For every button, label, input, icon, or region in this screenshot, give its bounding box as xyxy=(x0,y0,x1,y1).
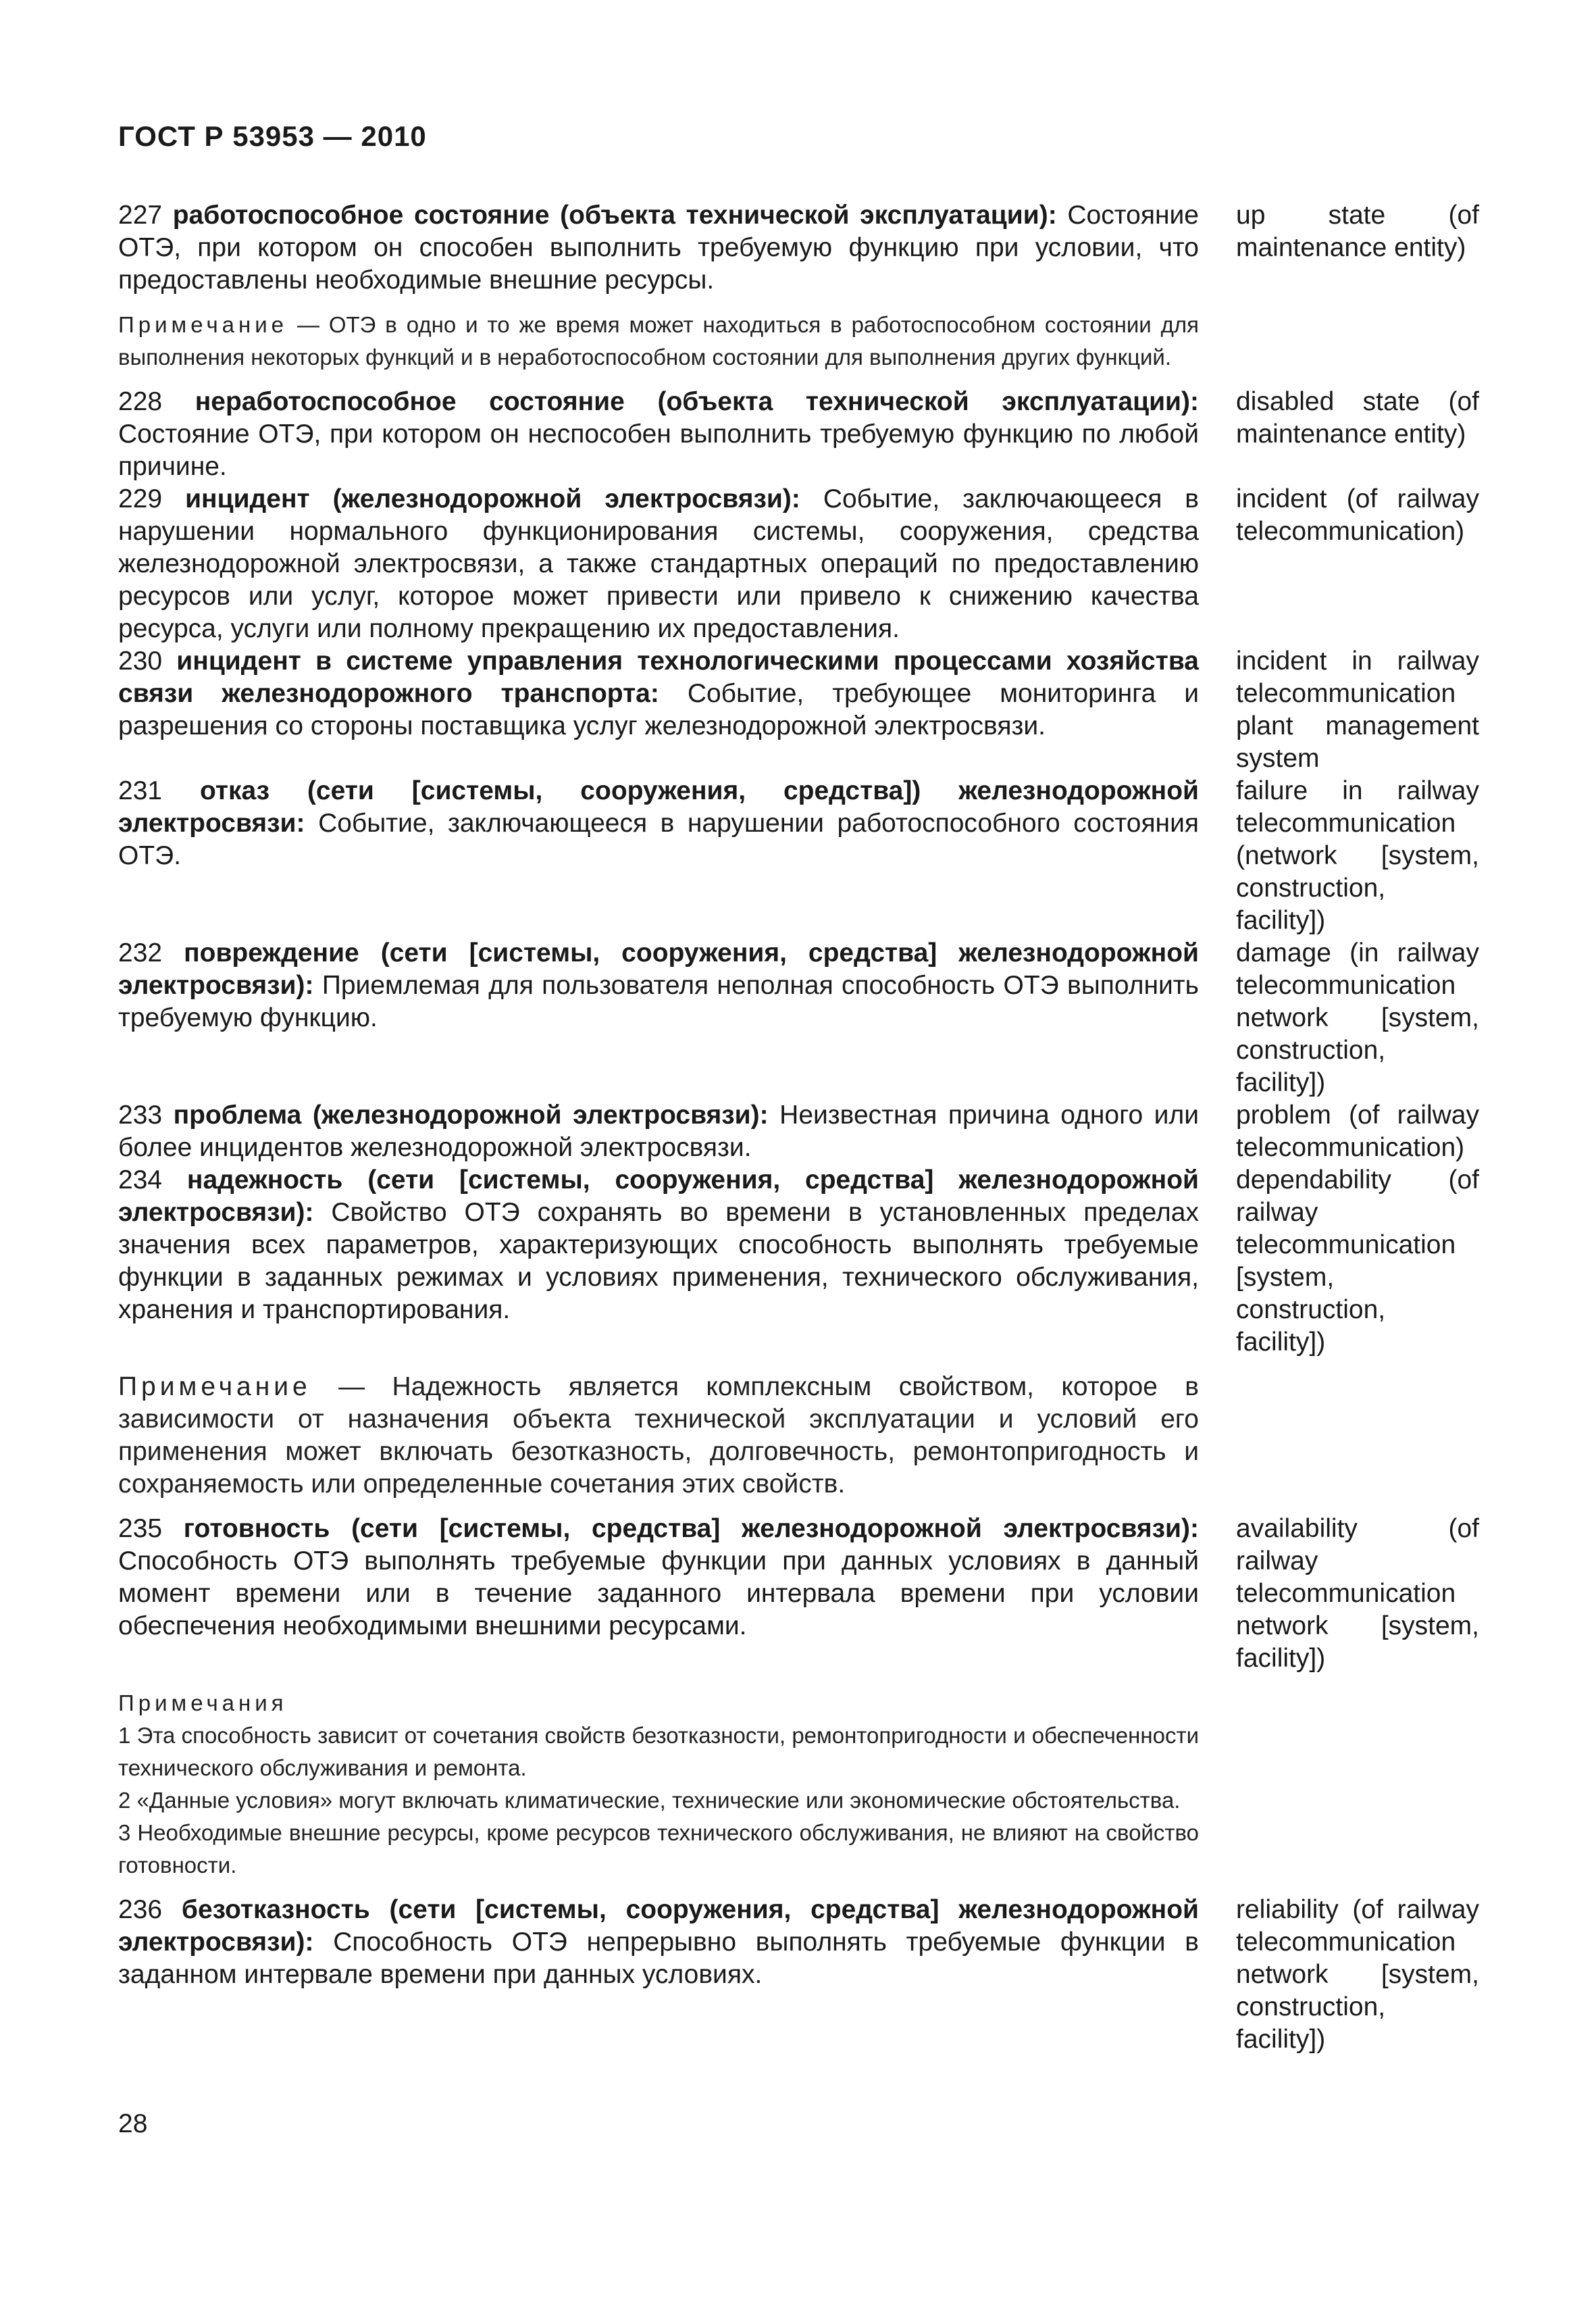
note-227 xyxy=(118,309,1199,374)
term-number: 232 xyxy=(118,938,163,967)
term-number: 227 xyxy=(118,201,163,230)
definition-ru xyxy=(118,199,1199,297)
term-english: incident (of railway telecommunication) xyxy=(1236,484,1479,546)
term-definition: Способность ОТЭ выполнять требуемые функции при данных условиях в данный момент времени или в течение заданного интервала времени при условии обеспечения необходимыми внешними ресурсами. xyxy=(118,1546,1199,1640)
definition-ru xyxy=(118,1164,1199,1326)
definition-ru xyxy=(118,937,1199,1034)
term-english: incident in railway telecommunication plant management system xyxy=(1236,647,1479,773)
term-definition: Событие, требующее мониторинга и разрешения со стороны поставщика услуг железнодорожной электросвязи. xyxy=(118,679,1199,740)
notes-label: Примечания xyxy=(118,1690,288,1715)
definition-ru xyxy=(118,483,1199,645)
glossary-content xyxy=(118,199,1479,2056)
definition-ru xyxy=(118,1894,1199,1991)
term-definition: Событие, заключающееся в нарушении работоспособного состояния ОТЭ. xyxy=(118,809,1199,870)
definition-ru xyxy=(118,1513,1199,1642)
term-entry-230 xyxy=(118,645,1479,775)
note-item: 1 Эта способность зависит от сочетания свойств безотказности, ремонтопригодности и обеспеченности технического обслуживания и ремонта. xyxy=(118,1723,1199,1780)
term-english: problem (of railway telecommunication) xyxy=(1236,1101,1479,1162)
term-number: 230 xyxy=(118,647,163,676)
term-english: reliability (of railway telecommunication network [system, construction, facility]) xyxy=(1236,1895,1479,2054)
term-entry-235 xyxy=(118,1513,1479,1675)
term-number: 233 xyxy=(118,1101,163,1130)
term-number: 234 xyxy=(118,1165,163,1194)
term-english: failure in railway telecommunication (network [system, construction, facility]) xyxy=(1236,776,1479,935)
term-definition: Свойство ОТЭ сохранять во времени в установленных пределах значения всех параметров, характеризующих способность выполнять требуемые функции в заданных режимах и условиях применения, технического обслуживания, хранения и транспортирования. xyxy=(118,1198,1199,1324)
term-number: 228 xyxy=(118,387,163,416)
term-entry-227 xyxy=(118,199,1479,297)
term-name: инцидент в системе управления технологическими процессами хозяйства связи железнодорожного транспорта: xyxy=(118,647,1199,708)
term-name: работоспособное состояние (объекта технической эксплуатации): xyxy=(172,201,1057,230)
definition-ru xyxy=(118,1099,1199,1164)
term-entry-236 xyxy=(118,1894,1479,2056)
note-item: 2 «Данные условия» могут включать климатические, технические или экономические обстоятельства. xyxy=(118,1788,1181,1813)
term-name: надежность (сети [системы, сооружения, средства] железнодорожной электросвязи): xyxy=(118,1165,1199,1227)
term-number: 229 xyxy=(118,484,163,513)
term-number: 236 xyxy=(118,1895,163,1924)
term-entry-232 xyxy=(118,937,1479,1099)
term-definition: Состояние ОТЭ, при котором он неспособен выполнить требуемую функцию по любой причине. xyxy=(118,420,1199,481)
term-name: готовность (сети [системы, средства] железнодорожной электросвязи): xyxy=(183,1514,1199,1543)
term-definition: Приемлемая для пользователя неполная способность ОТЭ выполнить требуемую функцию. xyxy=(118,971,1199,1032)
term-definition: Неизвестная причина одного или более инцидентов железнодорожной электросвязи. xyxy=(118,1101,1199,1162)
definition-ru xyxy=(118,775,1199,872)
definition-ru xyxy=(118,645,1199,743)
term-name: отказ (сети [системы, сооружения, средства]) железнодорожной электросвязи: xyxy=(118,776,1199,838)
term-english: up state (of maintenance entity) xyxy=(1236,201,1479,262)
note-text: — Надежность является комплексным свойством, которое в зависимости от назначения объекта технической эксплуатации и условий его применения может включать безотказность, долговечность, ремонтопригодность и сохраняемость или определенные сочетания этих свойств. xyxy=(118,1372,1199,1499)
term-english: damage (in railway telecommunication network [system, construction, facility]) xyxy=(1236,938,1479,1097)
page-number: 28 xyxy=(118,2109,148,2138)
page-header: ГОСТ Р 53953 — 2010 xyxy=(118,120,427,152)
term-entry-229 xyxy=(118,483,1479,645)
term-number: 235 xyxy=(118,1514,163,1543)
term-english: availability (of railway telecommunication network [system, facility]) xyxy=(1236,1514,1479,1673)
term-number: 231 xyxy=(118,776,163,805)
term-english: dependability (of railway telecommunication [system, construction, facility]) xyxy=(1236,1165,1479,1357)
term-definition: Событие, заключающееся в нарушении нормального функционирования системы, сооружения, средства железнодорожной электросвязи, а также стандартных операций по предоставлению ресурсов или услуг, которое может привести или привело к снижению качества ресурса, услуги или полному прекращению их предоставления. xyxy=(118,484,1199,643)
term-name: инцидент (железнодорожной электросвязи): xyxy=(185,484,800,513)
term-definition: Способность ОТЭ непрерывно выполнять требуемые функции в заданном интервале времени при данных условиях. xyxy=(118,1928,1199,1989)
term-english: disabled state (of maintenance entity) xyxy=(1236,387,1479,449)
definition-ru xyxy=(118,386,1199,483)
term-definition: Состояние ОТЭ, при котором он способен выполнить требуемую функцию при условии, что предоставлены необходимые внешние ресурсы. xyxy=(118,201,1199,295)
term-name: повреждение (сети [системы, сооружения, средства] железнодорожной электросвязи): xyxy=(118,938,1199,1000)
note-label: Примечание xyxy=(118,312,288,337)
term-entry-234 xyxy=(118,1164,1479,1359)
term-entry-231 xyxy=(118,775,1479,937)
note-234 xyxy=(118,1371,1199,1501)
term-entry-228 xyxy=(118,386,1479,483)
term-name: неработоспособное состояние (объекта технической эксплуатации): xyxy=(195,387,1200,416)
note-item: 3 Необходимые внешние ресурсы, кроме ресурсов технического обслуживания, не влияют на свойство готовности. xyxy=(118,1820,1199,1878)
term-name: проблема (железнодорожной электросвязи): xyxy=(173,1101,769,1130)
term-entry-233 xyxy=(118,1099,1479,1164)
notes-235 xyxy=(118,1687,1199,1882)
term-name: безотказность (сети [системы, сооружения, средства] железнодорожной электросвязи): xyxy=(118,1895,1199,1957)
note-text: — ОТЭ в одно и то же время может находиться в работоспособном состоянии для выполнения некоторых функций и в неработоспособном состоянии для выполнения других функций. xyxy=(118,312,1200,370)
note-label: Примечание xyxy=(118,1372,311,1401)
